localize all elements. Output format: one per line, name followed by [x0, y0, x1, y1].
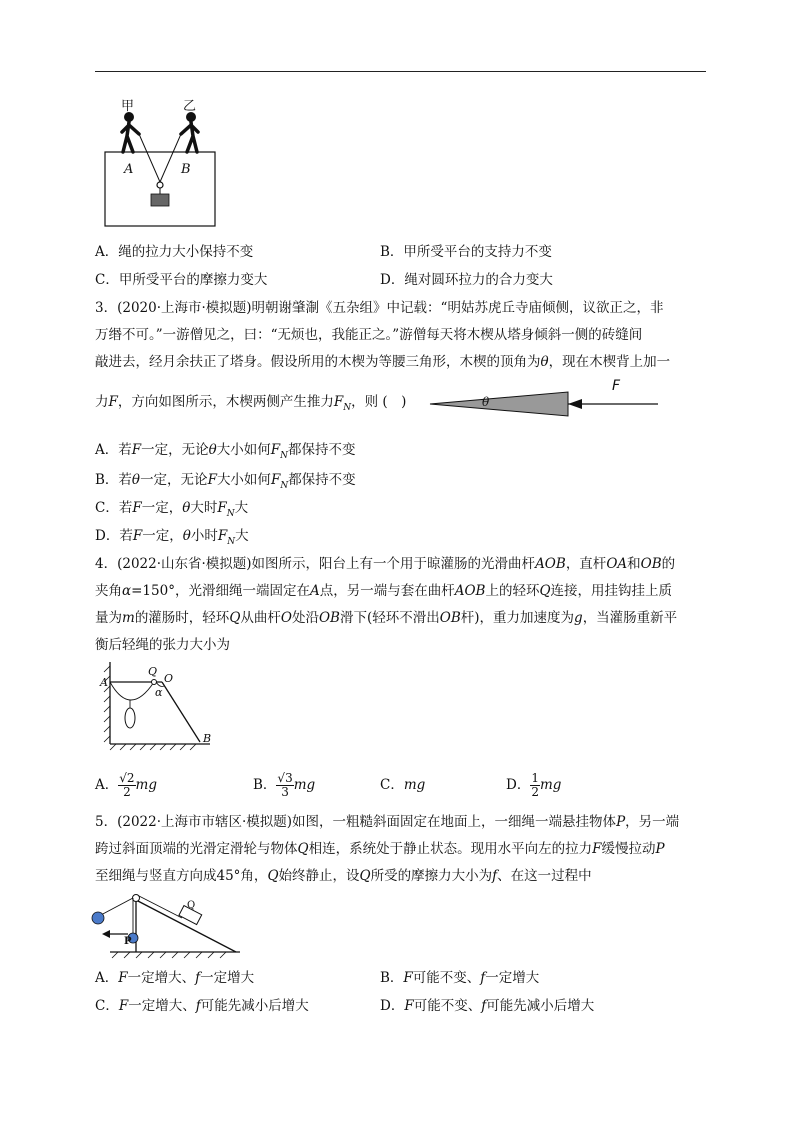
q4-figure-alpha: α: [155, 686, 163, 699]
q3-figure-force: F: [612, 378, 621, 394]
q4-option-d: D． $\frac{1}{2}$ mg: [506, 771, 562, 799]
q2-option-c: C．甲所受平台的摩擦力变大: [95, 272, 268, 288]
q5-incline-figure: [90, 890, 250, 960]
header-rule: [95, 71, 706, 72]
q3-line-1: 3．(2020·上海市·模拟题)明朝谢肇淛《五杂组》中记载：“明姑苏虎丘寺庙倾侧，议欲正之，非: [95, 300, 664, 316]
q4-line-1: 4．(2022·山东省·模拟题)如图所示，阳台上有一个用于晾灌肠的光滑曲杆AOB，直杆OA和OB的: [95, 556, 676, 572]
q3-line-3: 敲进去，经月余扶正了塔身。假设所用的木楔为等腰三角形，木楔的顶角为θ，现在木楔背上加一: [95, 354, 671, 370]
q4-figure-q: Q: [148, 665, 158, 678]
q4-option-a: A． $\frac{√2}{2}$ mg: [95, 771, 157, 799]
q3-option-a: A．若F一定，无论θ大小如何$F_N$都保持不变: [95, 442, 356, 461]
q5-line-2: 跨过斜面顶端的光滑定滑轮与物体Q相连，系统处于静止状态。现用水平向左的拉力F缓慢拉动P: [95, 841, 665, 857]
q4-line-2: 夹角α=150°，光滑细绳一端固定在A点，另一端与套在曲杆AOB上的轻环Q连接，用挂钩挂上质: [95, 583, 673, 599]
q4-option-c: C．mg: [380, 777, 426, 793]
q4-option-b: B． $\frac{√3}{3}$ mg: [253, 771, 316, 799]
q3-line-4: 力F，方向如图所示，木楔两侧产生推力$F_N$，则 ( ): [95, 394, 407, 413]
q4-line-3: 量为m的灌肠时，轻环Q从曲杆O处沿OB滑下(轻环不滑出OB杆)，重力加速度为g，当灌肠重新平: [95, 610, 678, 626]
q4-figure-o: O: [164, 672, 174, 685]
q4-balcony-figure: [100, 660, 220, 752]
q3-wedge-figure: [430, 380, 670, 424]
q3-option-b: B．若θ一定，无论F大小如何$F_N$都保持不变: [95, 472, 356, 491]
q5-figure-q: Q: [187, 900, 196, 911]
q4-figure-a: A: [100, 676, 108, 689]
q2-option-b: B．甲所受平台的支持力不变: [380, 244, 552, 260]
q3-figure-theta: θ: [482, 395, 490, 409]
q3-option-c: C．若F一定，θ大时$F_N$大: [95, 500, 249, 519]
q2-label-b: B: [181, 162, 191, 177]
q2-label-yi: 乙: [183, 99, 197, 114]
q2-option-d: D．绳对圆环拉力的合力变大: [380, 272, 553, 288]
q3-line-2: 万缗不可。”一游僧见之，曰：“无烦也，我能正之。”游僧每天将木楔从塔身倾斜一侧的砖缝间: [95, 327, 643, 343]
q5-line-3: 至细绳与竖直方向成45°角，Q始终静止，设Q所受的摩擦力大小为f、在这一过程中: [95, 868, 592, 884]
q3-option-d: D．若F一定，θ小时$F_N$大: [95, 528, 249, 547]
q4-line-4: 衡后轻绳的张力大小为: [95, 637, 230, 653]
q5-option-b: B．F可能不变、f一定增大: [380, 970, 540, 986]
q5-option-a: A．F一定增大、f一定增大: [95, 970, 255, 986]
q5-line-1: 5．(2022·上海市市辖区·模拟题)如图，一粗糙斜面固定在地面上，一细绳一端悬挂物体P，另一端: [95, 814, 680, 830]
person-jia-icon: [122, 112, 139, 152]
person-yi-icon: [181, 112, 198, 152]
q2-label-a: A: [124, 162, 134, 177]
q5-figure-p: P: [124, 936, 132, 947]
q5-option-c: C．F一定增大、f可能先减小后增大: [95, 998, 309, 1014]
q2-label-jia: 甲: [121, 99, 135, 114]
q2-option-a: A．绳的拉力大小保持不变: [95, 244, 254, 260]
q4-figure-b: B: [203, 732, 212, 745]
q5-option-d: D．F可能不变、f可能先减小后增大: [380, 998, 595, 1014]
